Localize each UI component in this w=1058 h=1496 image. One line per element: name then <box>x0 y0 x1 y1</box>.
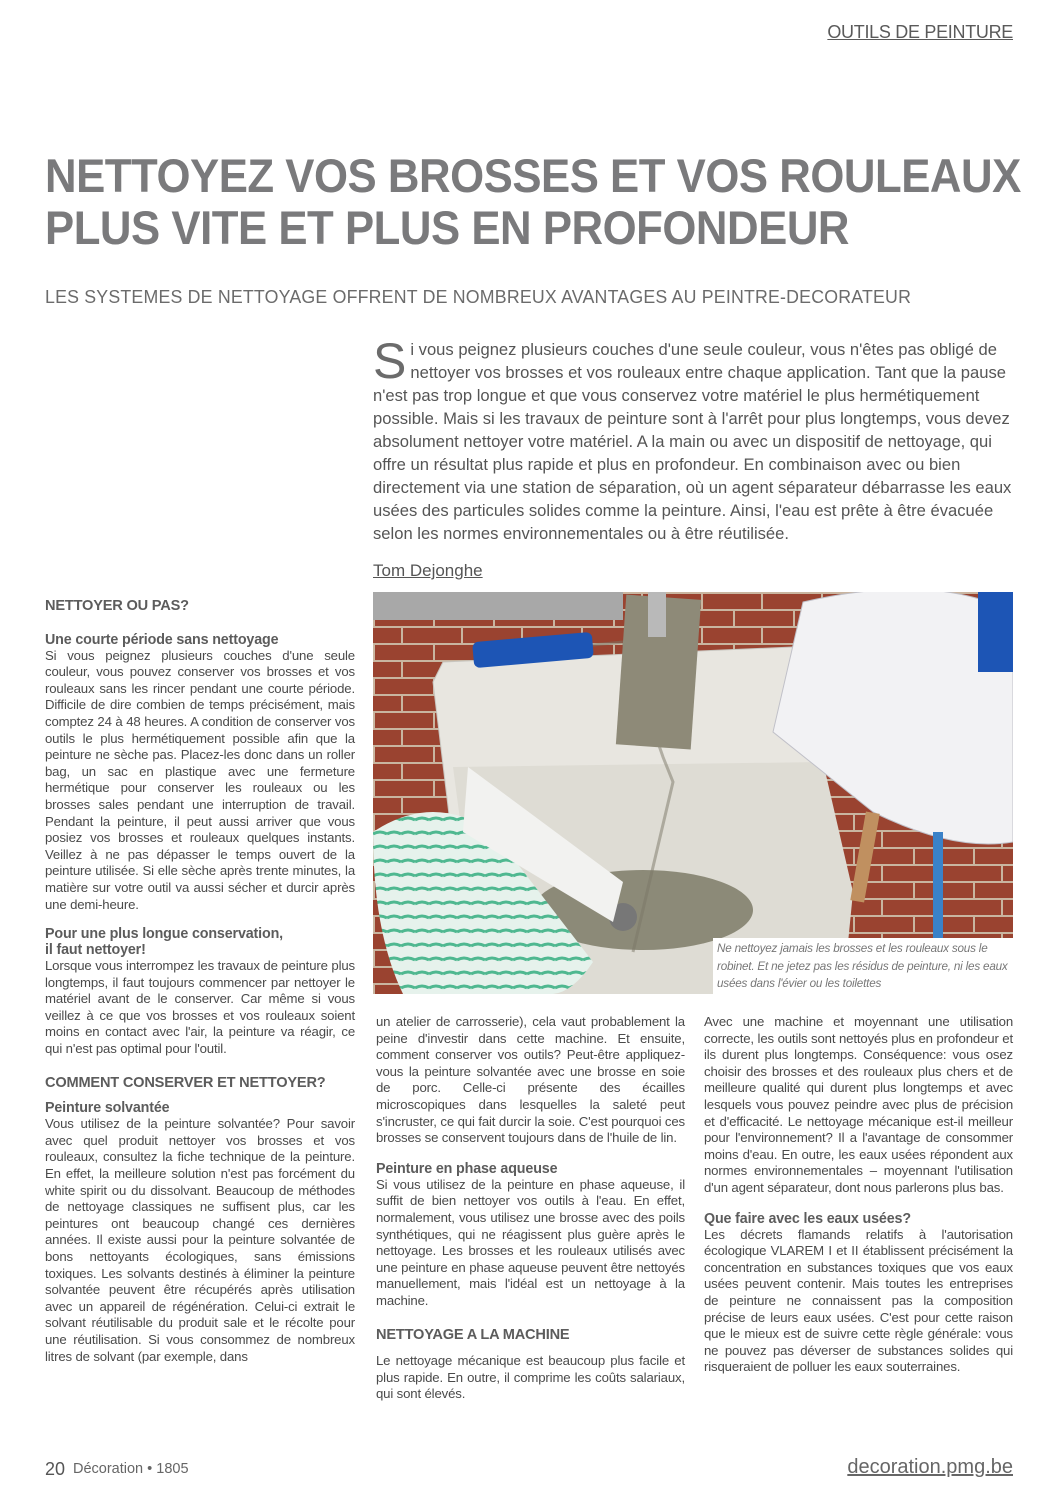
subheading-peinture-solvantee: Peinture solvantée <box>45 1100 170 1117</box>
section-tag[interactable]: OUTILS DE PEINTURE <box>827 22 1013 42</box>
faucet <box>648 592 666 637</box>
page-number: 20 <box>45 1459 66 1479</box>
drop-cap: S <box>373 333 407 389</box>
article-subtitle: LES SYSTEMES DE NETTOYAGE OFFRENT DE NOMBREUX AVANTAGES AU PEINTRE-DECORATEUR <box>45 286 912 307</box>
column-1 <box>45 598 355 1365</box>
title-line-1: NETTOYEZ VOS BROSSES ET VOS ROULEAUX <box>45 149 1021 202</box>
website-link[interactable]: decoration.pmg.be <box>847 1456 1013 1478</box>
column-3 <box>704 1014 1013 1376</box>
photo-caption: Ne nettoyez jamais les brosses et les rouleaux sous le robinet. Et ne jetez pas les résidus de peinture, ni les eaux usées dans l'évier ou les toilettes <box>713 938 1013 994</box>
subheading-courte-periode: Une courte période sans nettoyage <box>45 631 279 648</box>
paragraph: Si vous peignez plusieurs couches d'une seule couleur, vous pouvez conserver vos brosses et vos rouleaux sans les rincer pendant une courte période. Difficile de dire combien de temps précisément, mais comptez 24 à 48 heures. A condition de conserver vos outils le plus hermétiquement possible afin que la peinture ne sèche pas. Placez-les donc dans un roller bag, un sac en plastique avec une fermeture hermétique pour conserver les rouleaux ou les brosses sales pendant une interruption de travail. Pendant la peinture, il peut aussi arriver que vous posiez vos brosses et rouleaux quelques instants. Veillez à ne pas dépasser le temps ouvert de la peinture utilisée. Si elle sèche après trente minutes, la matière sur votre outil va aussi sécher et durcir après une demi-heure. <box>45 647 355 912</box>
paragraph: Avec une machine et moyennant une utilisation correcte, les outils sont nettoyés plus en profondeur et ils durent plus longtemps. Conséquence: vous osez choisir des brosses et des rouleaux plus chers et de meilleure qualité qui durent plus longtemps et avec lesquels vous pouvez peindre avec plus de précision et d'efficacité. Le nettoyage mécanique est-il meilleur pour l'environnement? Il a l'avantage de consommer moins d'eau. En outre, les eaux usées répondent aux normes environnementales – moyennant l'utilisation d'un agent séparateur, dont nous parlerons plus bas. <box>704 1014 1013 1195</box>
heading-nettoyage-machine: NETTOYAGE A LA MACHINE <box>376 1326 570 1343</box>
subheading-longue-conservation <box>45 926 355 958</box>
paragraph: Vous utilisez de la peinture solvantée? Pour savoir avec quel produit nettoyer vos brosses et vos rouleaux, consultez la fiche technique de la peinture. En effet, la meilleure solution n'est pas forcément du white spirit ou du dissolvant. Beaucoup de méthodes de nettoyage classiques ne suffisent plus, car les peintures ont beaucoup changé ces dernières années. Il existe aussi pour la peinture solvantée de bons nettoyants écologiques, sans émissions toxiques. Les solvants destinés à éliminer la peinture solvantée peuvent être récupérés après utilisation avec un appareil de régénération. Celui-ci extrait le solvant réutilisable du produit sale et le récolte pour une réutilisation. Si vous consommez de nombreux litres de solvant (par exemple, dans <box>45 1116 355 1364</box>
heading-comment-conserver: COMMENT CONSERVER ET NETTOYER? <box>45 1074 326 1091</box>
subheading-eaux-usees: Que faire avec les eaux usées? <box>704 1210 911 1227</box>
paragraph: Lorsque vous interrompez les travaux de peinture plus longtemps, il faut toujours commencer par nettoyer le matériel avant de le conserver. Car même si vous veillez à ce que vos brosses et vos rouleaux soient moins en contact avec l'air, la peinture va réagir, ce qui n'est pas optimal pour l'outil. <box>45 958 355 1057</box>
subheading-phase-aqueuse: Peinture en phase aqueuse <box>376 1160 558 1177</box>
intro-text: i vous peignez plusieurs couches d'une seule couleur, vous n'êtes pas obligé de nettoyer vos brosses et vos rouleaux entre chaque application. Tant que la pause n'est pas trop longue et que vous conservez votre matériel le plus hermétiquement possible. Mais si les travaux de peinture sont à l'arrêt pour plus longtemps, vous devez absolument nettoyer votre matériel. A la main ou avec un dispositif de nettoyage, qui offre un résultat plus rapide et plus en profondeur. En combinaison avec ou bien directement via une station de séparation, où un agent séparateur débarrasse les eaux usées des particules solides comme la peinture. Ainsi, l'eau est prête à être évacuée selon les normes environnementales ou à être réutilisée. <box>373 340 1012 543</box>
magazine-issue: Décoration • 1805 <box>73 1461 189 1477</box>
intro-paragraph <box>373 333 1013 545</box>
subheading-line: il faut nettoyer! <box>45 942 146 959</box>
sink-photo-illustration <box>373 592 1013 994</box>
column-2 <box>376 1014 685 1403</box>
pipe <box>373 592 623 620</box>
author-link[interactable]: Tom Dejonghe <box>373 561 483 580</box>
article-title <box>45 150 1022 254</box>
subheading-line: Pour une plus longue conservation, <box>45 926 283 943</box>
title-line-2: PLUS VITE ET PLUS EN PROFONDEUR <box>45 201 850 254</box>
article-photo <box>373 592 1013 994</box>
heading-nettoyer-ou-pas: NETTOYER OU PAS? <box>45 598 189 614</box>
blue-item <box>978 592 1013 672</box>
paragraph: Les décrets flamands relatifs à l'autorisation écologique VLAREM I et II établissent précisément la concentration en substances toxiques que vos eaux usées peuvent contenir. Mais toutes les entreprises de peinture ne connaissent pas la composition précise de leurs eaux usées. C'est pour cette raison que le mieux est de suivre cette règle générale: vous ne pouvez pas déverser de substances solides qui risqueraient de polluer les eaux souterraines. <box>704 1226 1013 1375</box>
paragraph: Le nettoyage mécanique est beaucoup plus facile et plus rapide. En outre, il comprime les coûts salariaux, qui sont élevés. <box>376 1353 685 1402</box>
paragraph: Si vous utilisez de la peinture en phase aqueuse, il suffit de bien nettoyer vos outils à l'eau. En effet, normalement, vous utilisez une brosse avec des poils synthétiques, qui ne réagissent plus guère après le nettoyage. Les brosses et les rouleaux utilisés avec une peinture en phase aqueuse peuvent être nettoyés manuellement, mais l'idéal est un nettoyage à la machine. <box>376 1176 685 1308</box>
paragraph: un atelier de carrosserie), cela vaut probablement la peine d'investir dans cette machine. Et ensuite, comment conserver vos outils? Peut-être appliquez-vous la peinture solvantée avec une brosse en soie de porc. Celle-ci présente des écailles microscopiques dans lesquelles la saleté peut s'incruster, ce qui fait durcir la soie. C'est pourquoi ces brosses se conservent toujours dans de l'huile de lin. <box>376 1014 685 1146</box>
